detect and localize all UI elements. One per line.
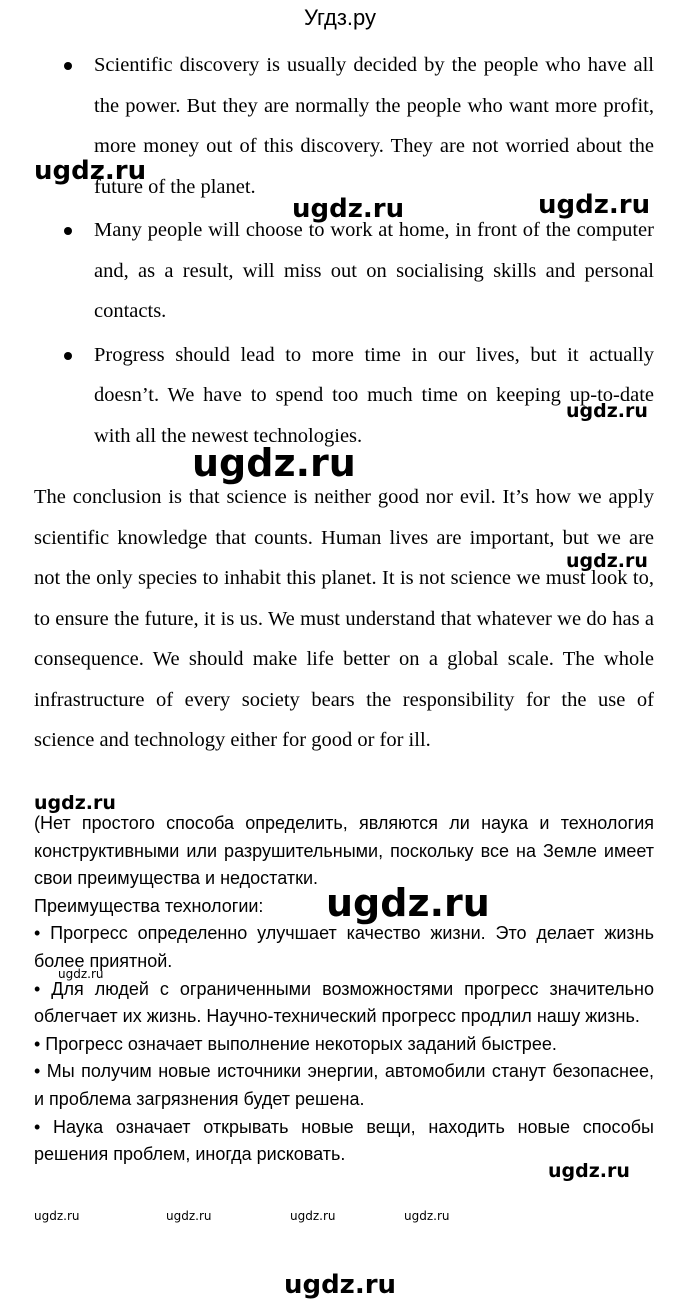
watermark: ugdz.ru (34, 156, 147, 186)
watermark: ugdz.ru (404, 1209, 450, 1223)
translation-item: • Прогресс означает выполнение некоторых заданий быстрее. (34, 1033, 557, 1054)
bullet-dot-icon (64, 62, 72, 70)
bullet-dot-icon (64, 227, 72, 235)
translation-intro: (Нет простого способа определить, являются ли наука и технология конструктивными или разрушительными, поскольку все на Земле имеет свои преимущества и недостатки. (34, 813, 654, 889)
bullet-text: Scientific discovery is usually decided by the people who have all the power. But they are normally the people who want more profit, more money out of this discovery. They are not worried about the future of the planet. (94, 54, 654, 198)
translation-heading: Преимущества технологии: (34, 895, 264, 916)
translation-block (34, 810, 654, 1169)
bullet-dot-icon (64, 352, 72, 360)
footer-watermark: ugdz.ru (283, 1270, 397, 1300)
watermark: ugdz.ru (292, 194, 405, 224)
translation-item: • Наука означает открывать новые вещи, находить новые способы решения проблем, иногда рисковать. (34, 1116, 654, 1165)
watermark: ugdz.ru (326, 881, 490, 925)
watermark: ugdz.ru (548, 1160, 630, 1182)
list-item (0, 335, 654, 457)
translation-item: • Для людей с ограниченными возможностями прогресс значительно облегчает их жизнь. Научно-технический прогресс продлил нашу жизнь. (34, 978, 654, 1027)
watermark: ugdz.ru (58, 967, 104, 981)
conclusion-paragraph: The conclusion is that science is neither good nor evil. It’s how we apply scientific knowledge that counts. Human lives are important, but we are not the only species to inhabit this planet. It is not science we must look to, to ensure the future, it is us. We must understand that whatever we do has a consequence. We should make life better on a global scale. The whole infrastructure of every society bears the responsibility for the use of science and technology either for good or for ill. (34, 486, 654, 751)
bullet-text: Many people will choose to work at home, in front of the computer and, as a result, will miss out on socialising skills and personal contacts. (94, 219, 654, 322)
translation-item: • Мы получим новые источники энергии, автомобили станут безопаснее, и проблема загрязнения будет решена. (34, 1061, 654, 1109)
translation-item: • Прогресс определенно улучшает качество жизни. Это делает жизнь более приятной. (34, 923, 654, 971)
watermark: ugdz.ru (566, 550, 648, 572)
watermark: ugdz.ru (34, 1209, 80, 1223)
watermark: ugdz.ru (166, 1209, 212, 1223)
watermark: ugdz.ru (192, 441, 356, 485)
watermark: ugdz.ru (538, 190, 651, 220)
bullet-text: Progress should lead to more time in our lives, but it actually doesn’t. We have to spend too much time on keeping up-to-date with all the newest technologies. (94, 343, 654, 447)
watermark: ugdz.ru (34, 792, 116, 814)
bullet-list (0, 45, 680, 459)
list-item (0, 210, 654, 332)
site-header: Угдз.ру (303, 5, 377, 30)
watermark: ugdz.ru (290, 1209, 336, 1223)
watermark: ugdz.ru (566, 400, 648, 422)
